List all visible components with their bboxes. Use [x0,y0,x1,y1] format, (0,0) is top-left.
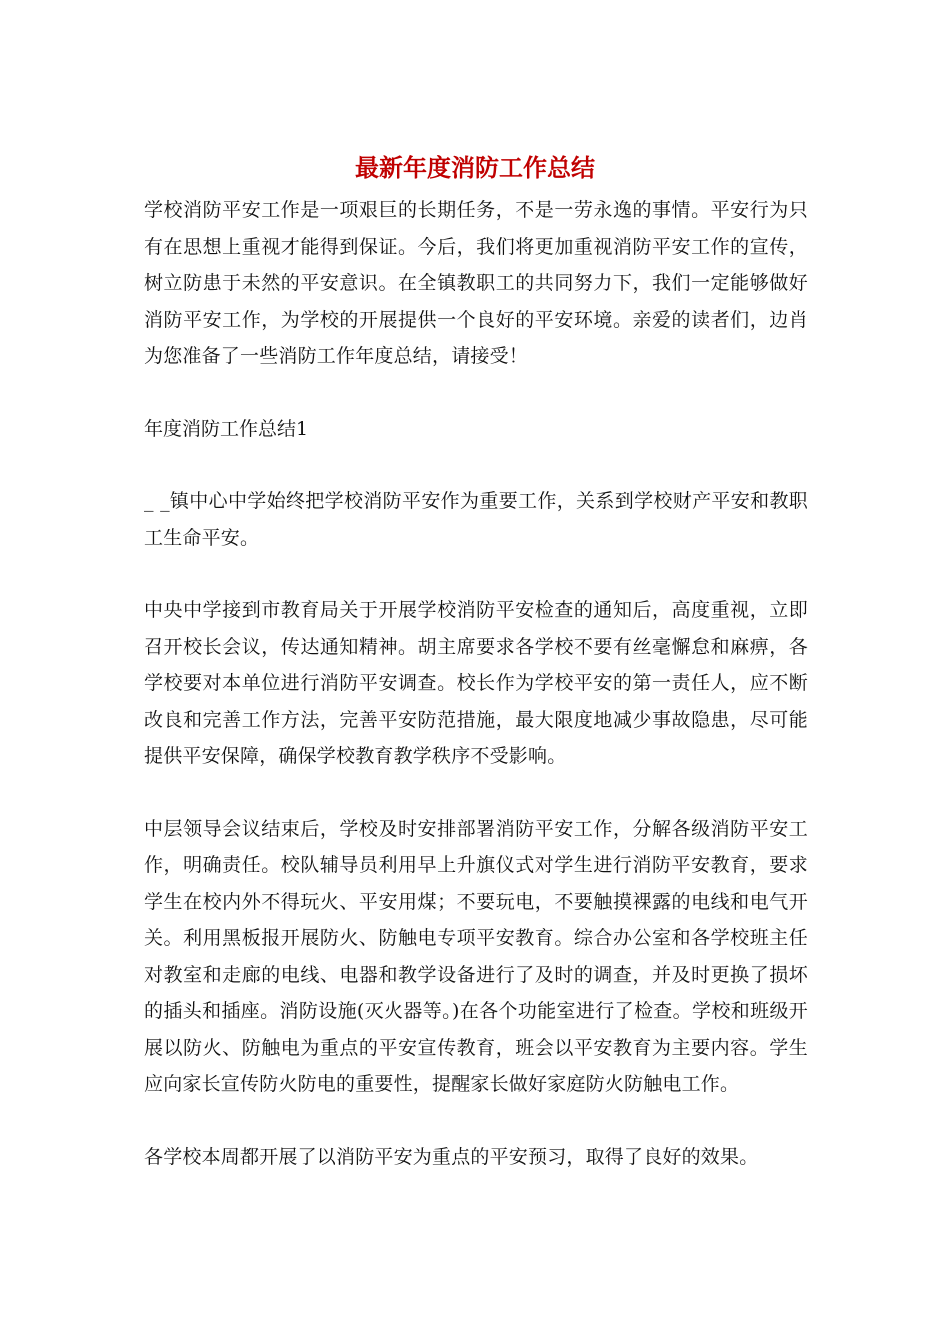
body-paragraph-3: 中层领导会议结束后，学校及时安排部署消防平安工作，分解各级消防平安工作，明确责任。校队辅导员利用早上升旗仪式对学生进行消防平安教育，要求学生在校内外不得玩火、平安用煤；不要玩电，不要触摸裸露的电线和电气开关。利用黑板报开展防火、防触电专项平安教育。综合办公室和各学校班主任对教室和走廊的电线、电器和教学设备进行了及时的调查，并及时更换了损坏的插头和插座。消防设施(灭火器等。)在各个功能室进行了检查。学校和班级开展以防火、防触电为重点的平安宣传教育，班会以平安教育为主要内容。学生应向家长宣传防火防电的重要性，提醒家长做好家庭防火防触电工作。 [144,817,808,1095]
body-paragraph-1: _ _镇中心中学始终把学校消防平安作为重要工作，关系到学校财产平安和教职工生命平安。 [144,490,808,549]
document-body [144,192,808,1175]
section-heading: 年度消防工作总结1 [144,417,309,440]
intro-paragraph: 学校消防平安工作是一项艰巨的长期任务，不是一劳永逸的事情。平安行为只有在思想上重视才能得到保证。今后，我们将更加重视消防平安工作的宣传，树立防患于未然的平安意识。在全镇教职工的共同努力下，我们一定能够做好消防平安工作，为学校的开展提供一个良好的平安环境。亲爱的读者们，边肖为您准备了一些消防工作年度总结，请接受！ [144,199,808,367]
document-title: 最新年度消防工作总结 [355,153,595,182]
body-paragraph-2: 中央中学接到市教育局关于开展学校消防平安检查的通知后，高度重视，立即召开校长会议，传达通知精神。胡主席要求各学校不要有丝毫懈怠和麻痹，各学校要对本单位进行消防平安调查。校长作为学校平安的第一责任人，应不断改良和完善工作方法，完善平安防范措施，最大限度地减少事故隐患，尽可能提供平安保障，确保学校教育教学秩序不受影响。 [144,599,808,767]
body-paragraph-4: 各学校本周都开展了以消防平安为重点的平安预习，取得了良好的效果。 [144,1145,759,1168]
